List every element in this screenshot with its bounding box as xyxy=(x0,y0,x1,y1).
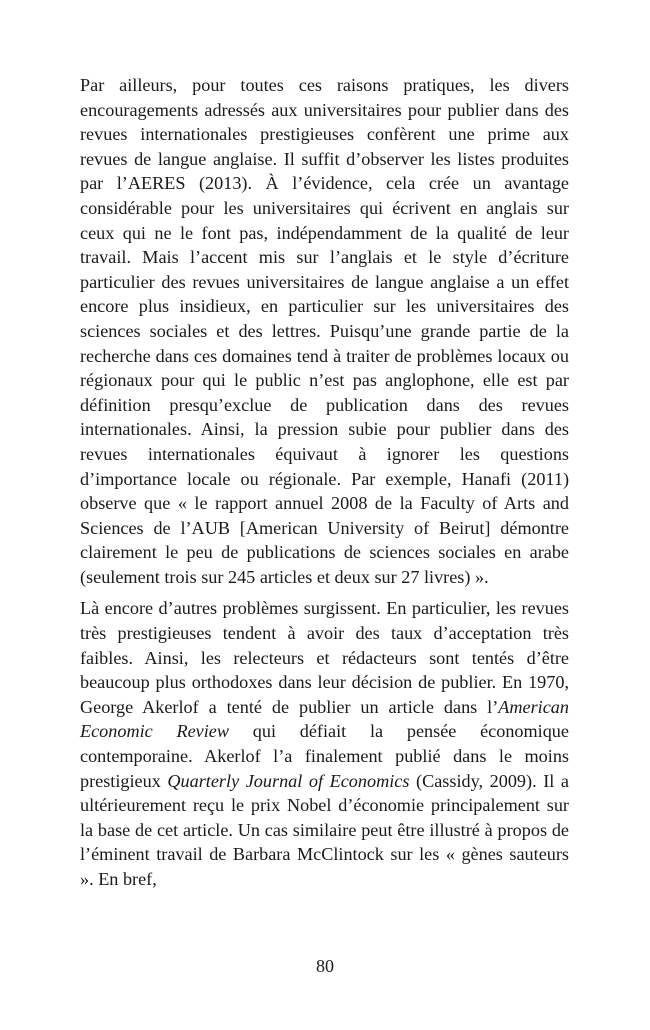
journal-title-quarterly-journal-of-economics: Quarterly Journal of Economics xyxy=(167,770,410,791)
page-body xyxy=(80,73,569,892)
paragraph-2-text-part-3: (Cassidy, 2009). Il a ultérieurement reçu le prix Nobel d’économie principalement sur la base de cet article. Un cas similaire peut être illustré à propos de l’éminent travail de Barbara McClintock sur les « gènes sauteurs ». En bref, xyxy=(80,770,569,889)
paragraph-1 xyxy=(80,73,569,589)
paragraph-2 xyxy=(80,596,569,891)
paragraph-2-text-part-2: qui défiait la pensée économique contemporaine. Akerlof l’a finalement publié dans le moins prestigieux xyxy=(80,721,569,791)
paragraph-2-text-part-1: Là encore d’autres problèmes surgissent. En particulier, les revues très prestigieuses tendent à avoir des taux d’acceptation très faibles. Ainsi, les relecteurs et rédacteurs sont tentés d’être beaucoup plus orthodoxes dans leur décision de publier. En 1970, George Akerlof a tenté de publier un article dans l’ xyxy=(80,598,569,717)
journal-title-american-economic-review: American Economic Review xyxy=(80,696,569,742)
page-number: 80 xyxy=(316,956,334,976)
paragraph-1-text: Par ailleurs, pour toutes ces raisons pratiques, les divers encouragements adressés aux universitaires pour publier dans des revues internationales prestigieuses confèrent une prime aux revues de langue anglaise. Il suffit d’observer les listes produites par l’AERES (2013). À l’évidence, cela crée un avantage considérable pour les universitaires qui écrivent en anglais sur ceux qui ne le font pas, indépendamment de la qualité de leur travail. Mais l’accent mis sur l’anglais et le style d’écriture particulier des revues universitaires de langue anglaise a un effet encore plus insidieux, en particulier sur les universitaires des sciences sociales et des lettres. Puisqu’une grande partie de la recherche dans ces domaines tend à traiter de problèmes locaux ou régionaux pour qui le public n’est pas anglophone, elle est par définition presqu’exclue de publication dans des revues internationales. Ainsi, la pression subie pour publier dans des revues internationales équivaut à ignorer les questions d’importance locale ou régionale. Par exemple, Hanafi (2011) observe que « le rapport annuel 2008 de la Faculty of Arts and Sciences de l’AUB [American University of Beirut] démontre clairement le peu de publications de sciences sociales en arabe (seulement trois sur 245 articles et deux sur 27 livres) ». xyxy=(80,75,569,587)
